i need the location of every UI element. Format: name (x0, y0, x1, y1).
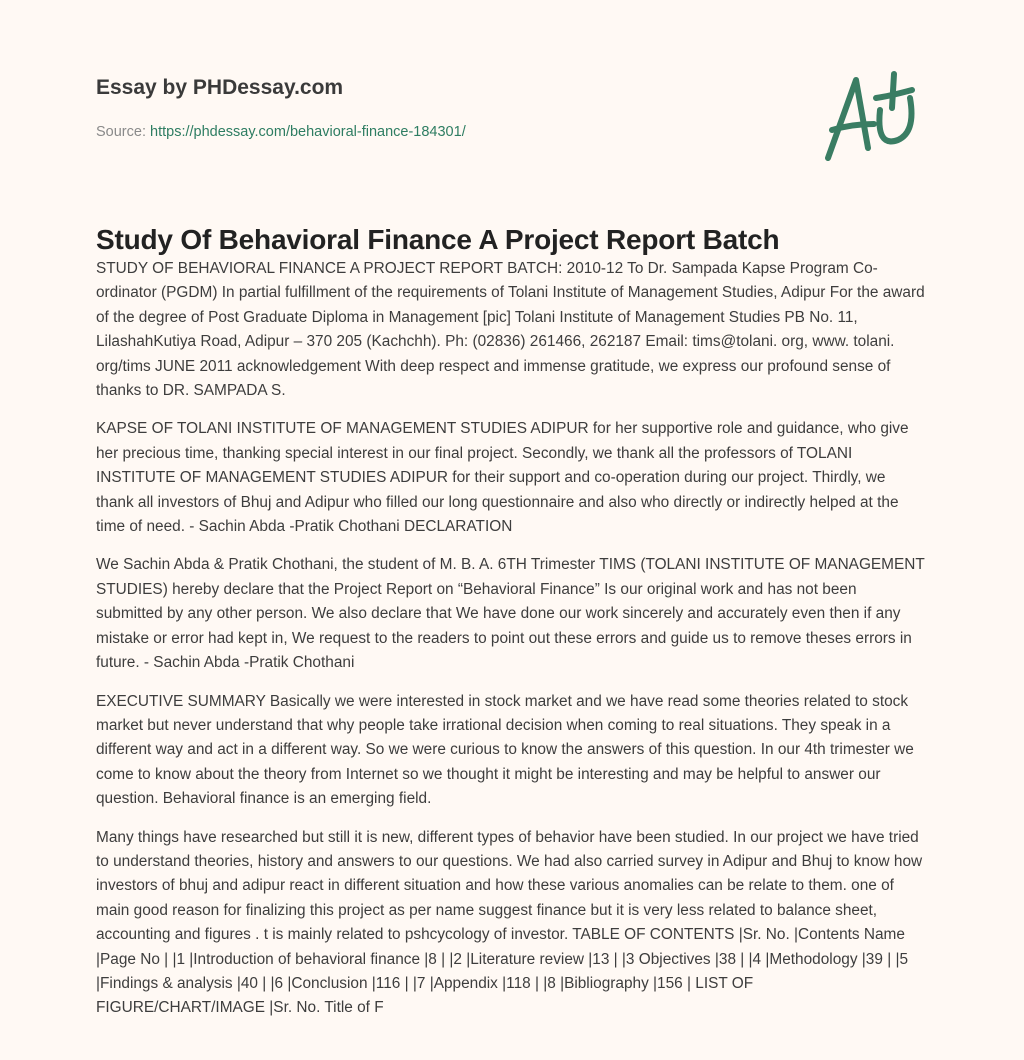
paragraph: STUDY OF BEHAVIORAL FINANCE A PROJECT REPORT BATCH: 2010-12 To Dr. Sampada Kapse Program Co-ordinator (PGDM) In partial fulfillment of the requirements of Tolani Institute of Management Studies, Adipur For the award of the degree of Post Graduate Diploma in Management [pic] Tolani Institute of Management Studies PB No. 11, LilashahKutiya Road, Adipur – 370 205 (Kachchh). Ph: (02836) 261466, 262187 Email: tims@tolani. org, www. tolani. org/tims JUNE 2011 acknowledgement With deep respect and immense gratitude, we express our profound sense of thanks to DR. SAMPADA S. (96, 260, 925, 400)
article-body (96, 257, 926, 1035)
source-link[interactable]: https://phdessay.com/behavioral-finance-184301/ (150, 124, 466, 140)
paragraph: Many things have researched but still it is new, different types of behavior have been studied. In our project we have tried to understand theories, history and answers to our questions. We had also carried survey in Adipur and Bhuj to know how investors of bhuj and adipur react in different situation and how these various anomalies can be relate to them. one of main good reason for finalizing this project as per name suggest finance but it is very less related to balance sheet, accounting and figures . t is mainly related to pshcycology of investor. TABLE OF CONTENTS |Sr. No. |Contents Name |Page No | |1 |Introduction of behavioral finance |8 | |2 |Literature review |13 | |3 Objectives |38 | |4 |Methodology |39 | |5 |Findings & analysis |40 | |6 |Conclusion |116 | |7 |Appendix |118 | |8 |Bibliography |156 | LIST OF FIGURE/CHART/IMAGE |Sr. No. Title of F (96, 828, 923, 1017)
source-line (96, 124, 466, 140)
a-plus-logo-icon (818, 68, 928, 164)
source-label: Source: (96, 124, 146, 140)
paragraph: KAPSE OF TOLANI INSTITUTE OF MANAGEMENT STUDIES ADIPUR for her supportive role and guidance, who give her precious time, thanking special interest in our final project. Secondly, we thank all the professors of TOLANI INSTITUTE OF MANAGEMENT STUDIES ADIPUR for their support and co-operation during our project. Thirdly, we thank all investors of Bhuj and Adipur who filled our long questionnaire and also who directly or indirectly helped at the time of need. - Sachin Abda -Pratik Chothani DECLARATION (96, 420, 909, 536)
site-header (96, 76, 343, 100)
paragraph: We Sachin Abda & Pratik Chothani, the student of M. B. A. 6TH Trimester TIMS (TOLANI INSTITUTE OF MANAGEMENT STUDIES) hereby declare that the Project Report on “Behavioral Finance” Is our original work and has not been submitted by any other person. We also declare that We have done our work sincerely and accurately even then if any mistake or error had kept in, We request to the readers to point out these errors and guide us to remove theses errors in future. - Sachin Abda -Pratik Chothani (96, 556, 925, 672)
paragraph: EXECUTIVE SUMMARY Basically we were interested in stock market and we have read some theories related to stock market but never understand that why people take irrational decision when coming to real situations. They speak in a different way and act in a different way. So we were curious to know the answers of this question. In our 4th trimester we come to know about the theory from Internet so we thought it might be interesting and may be helpful to answer our question. Behavioral finance is an emerging field. (96, 692, 914, 808)
site-title: Essay by PHDessay.com (96, 76, 344, 99)
article-title: Study Of Behavioral Finance A Project Report Batch (96, 224, 780, 255)
